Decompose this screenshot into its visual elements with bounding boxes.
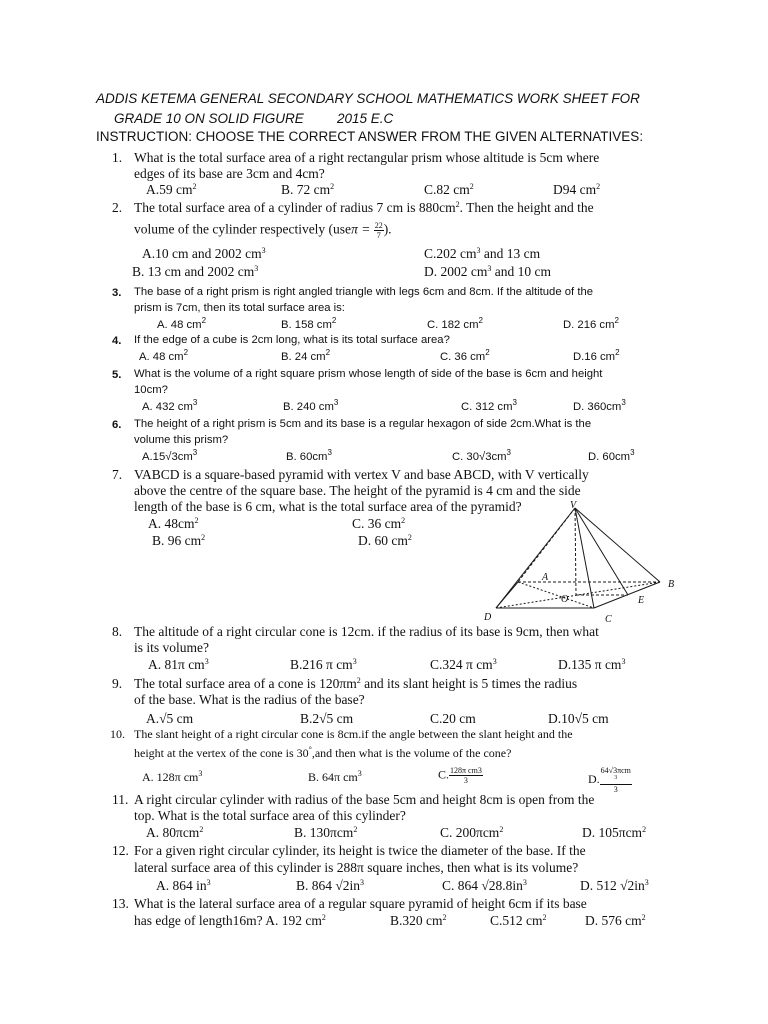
q5-option-c[interactable]: C. 312 $cm^3$ [461, 398, 517, 413]
q8-text-line1: The altitude of a right circular cone is 12cm. if the radius of its base is 9cm, then what [134, 624, 599, 639]
q7-text-line2: above the centre of the square base. The height of the pyramid is 4 cm and the side [134, 483, 581, 498]
q9-text-line1: The total surface area of a cone is $120\pi m^2$ and its slant height is 5 times the radius [134, 676, 578, 691]
edge-vd [496, 508, 575, 608]
q10-text-line1: The slant height of a right circular cone is 8cm.if the angle between the slant height and the [134, 727, 573, 741]
q3-option-c[interactable]: C. 182 $cm^2$ [427, 316, 483, 331]
label-c: C [605, 614, 612, 625]
label-v: V [570, 500, 577, 511]
q13-text-line2-option-a[interactable]: has edge of length16m? A. 192 $cm^2$ [134, 913, 326, 928]
q3-option-a[interactable]: A. 48 $cm^2$ [157, 316, 207, 331]
q6-text-line1: The height of a right prism is 5cm and its base is a regular hexagon of side 2cm.What is the [134, 418, 592, 430]
q11-option-d[interactable]: D. 105πcm$^2$ [582, 825, 647, 840]
q10-text-line2: height at the vertex of the cone is 30°,and then what is the volume of the cone? [134, 745, 512, 760]
q2-text-line2: volume of the cylinder respectively (useπ = $\frac{22}{7}$ ). [134, 221, 392, 240]
q4-option-d[interactable]: D.16 $cm^2$ [573, 348, 620, 363]
q12-option-a[interactable]: A. 864 $in^3$ [156, 878, 211, 893]
q11-text-line2: top. What is the total surface area of this cylinder? [134, 808, 406, 823]
q6-option-b[interactable]: B. $60cm^3$ [286, 448, 332, 463]
q9-option-a[interactable]: A.√5 cm [146, 711, 194, 726]
q9-text-line2: of the base. What is the radius of the base? [134, 692, 365, 707]
q7-option-c[interactable]: C. 36 $cm^2$ [352, 516, 406, 531]
q1-number: 1. [112, 150, 123, 165]
q12-text-line1: For a given right circular cylinder, its height is twice the diameter of the base. If the [134, 843, 586, 858]
q2-option-d[interactable]: D. 2002 $cm^3$ and 10 cm [424, 264, 551, 279]
label-o: O [561, 594, 569, 605]
q11-option-a[interactable]: A. 80πcm$^2$ [146, 825, 204, 840]
label-e: E [638, 595, 645, 606]
q3-text-line2: prism is 7cm, then its total surface area is: [134, 302, 345, 314]
q4-option-b[interactable]: B. 24 $cm^2$ [281, 348, 331, 363]
q12-option-b[interactable]: B. 864 $√2in^3$ [296, 878, 365, 893]
q11-text-line1: A right circular cylinder with radius of the base 5cm and height 8cm is open from the [134, 792, 595, 807]
q2-option-a[interactable]: A.10 cm and 2002 $cm^3$ [142, 246, 266, 261]
q5-option-d[interactable]: D. $360cm^3$ [573, 398, 626, 413]
q11-option-c[interactable]: C. 200πcm$^2$ [440, 825, 504, 840]
q3-option-d[interactable]: D. 216 $cm^2$ [563, 316, 619, 331]
q2-number: 2. [112, 200, 123, 215]
q12-number: 12. [112, 843, 129, 858]
q7-option-d[interactable]: D. 60 $cm^2$ [358, 533, 412, 548]
q13-number: 13. [112, 896, 129, 911]
q13-option-d[interactable]: D. 576 $cm^2$ [585, 913, 646, 928]
q1-text-line1: What is the total surface area of a right rectangular prism whose altitude is 5cm where [134, 150, 600, 165]
q12-text-line2: lateral surface area of this cylinder is 288π square inches, then what is its volume? [134, 860, 579, 875]
label-d: D [484, 612, 492, 623]
q6-text-line2: volume this prism? [134, 434, 229, 446]
q10-option-d[interactable]: D. 64√3πcm $^3$ 3 [588, 766, 631, 794]
q3-text-line1: The base of a right prism is right angled triangle with legs 6cm and 8cm. If the altitude of the [134, 286, 594, 298]
q2-option-c[interactable]: C.202 $cm^3$ and 13 cm [424, 246, 541, 261]
q1-option-d[interactable]: D94 $cm^2$ [553, 182, 601, 197]
q6-option-d[interactable]: D. $60cm^3$ [588, 448, 635, 463]
q4-text-line1: If the edge of a cube is 2cm long, what is its total surface area? [134, 334, 450, 346]
q13-option-c[interactable]: C.512 $cm^2$ [490, 913, 547, 928]
q10-option-c[interactable]: C. $\frac{\text{128π cm3}}{3}$ [438, 766, 482, 785]
q8-number: 8. [112, 624, 123, 639]
q13-option-b[interactable]: B.320 $cm^2$ [390, 913, 447, 928]
q9-option-b[interactable]: B.2√5 cm [300, 711, 354, 726]
q1-option-a[interactable]: A.59 $cm^2$ [146, 182, 197, 197]
q3-number: 3. [112, 287, 122, 299]
q1-option-b[interactable]: B. 72 $cm^2$ [281, 182, 335, 197]
q4-option-c[interactable]: C. 36 $cm^2$ [440, 348, 490, 363]
q10-option-a[interactable]: A. 128π $cm^3$ [142, 769, 203, 784]
q6-option-c[interactable]: C. $30√3cm^3$ [452, 448, 511, 463]
q12-option-c[interactable]: C. 864 $√28.8in^3$ [442, 878, 527, 893]
title-year: 2015 E.C [337, 111, 394, 126]
q10-option-b[interactable]: B. 64π $cm^3$ [308, 769, 362, 784]
q10-number: 10. [110, 727, 125, 741]
q5-text-line2: 10cm? [134, 384, 168, 396]
q7-option-a[interactable]: A. $48cm^2$ [148, 516, 199, 531]
q8-option-d[interactable]: D.135 π $cm^3$ [558, 657, 626, 672]
pyramid-figure [478, 500, 684, 626]
label-a: A [542, 572, 549, 583]
q2-option-b[interactable]: B. 13 cm and 2002 $cm^3$ [132, 264, 259, 279]
title-line-2: GRADE 10 ON SOLID FIGURE [114, 111, 304, 126]
q11-option-b[interactable]: B. 130πcm$^2$ [294, 825, 358, 840]
q6-option-a[interactable]: $A.15√3cm^3$ [142, 448, 198, 463]
q7-text-line1: VABCD is a square-based pyramid with vertex V and base ABCD, with V vertically [134, 467, 589, 482]
q5-text-line1: What is the volume of a right square prism whose length of side of the base is 6cm and height [134, 368, 603, 380]
q8-option-a[interactable]: A. 81π $cm^3$ [148, 657, 209, 672]
q9-number: 9. [112, 676, 123, 691]
q8-text-line2: is its volume? [134, 640, 209, 655]
q8-option-b[interactable]: B.216 π $cm^3$ [290, 657, 357, 672]
q11-number: 11. [112, 792, 129, 807]
q9-option-c[interactable]: C.20 cm [430, 711, 476, 726]
q13-text-line1: What is the lateral surface area of a regular square pyramid of height 6cm if its base [134, 896, 587, 911]
q9-option-d[interactable]: D.10√5 cm [548, 711, 609, 726]
instruction: INSTRUCTION: CHOOSE THE CORRECT ANSWER FROM THE GIVEN ALTERNATIVES: [96, 129, 644, 144]
q5-option-b[interactable]: B. 240 $cm^3$ [283, 398, 339, 413]
label-b: B [668, 579, 675, 590]
q5-option-a[interactable]: A. 432 $cm^3$ [142, 398, 198, 413]
q1-text-line2: edges of its base are 3cm and 4cm? [134, 166, 325, 181]
q2-text-line1: The total surface area of a cylinder of radius 7 cm is $880cm^2$. Then the height and the [134, 200, 594, 215]
q1-option-c[interactable]: C.82 $cm^2$ [424, 182, 474, 197]
q5-number: 5. [112, 369, 122, 381]
q3-option-b[interactable]: B. 158 $cm^2$ [281, 316, 337, 331]
q4-option-a[interactable]: A. 48 $cm^2$ [139, 348, 189, 363]
edge-vb [575, 508, 660, 582]
q6-number: 6. [112, 419, 122, 431]
q8-option-c[interactable]: C.324 π $cm^3$ [430, 657, 497, 672]
q4-number: 4. [112, 335, 122, 347]
q7-number: 7. [112, 467, 123, 482]
q7-text-line3: length of the base is 6 cm, what is the total surface area of the pyramid? [134, 499, 522, 514]
q7-option-b[interactable]: B. 96 $cm^2$ [152, 533, 206, 548]
q12-option-d[interactable]: D. 512 $√2in^3$ [580, 878, 649, 893]
title-line-1: ADDIS KETEMA GENERAL SECONDARY SCHOOL MATHEMATICS WORK SHEET FOR [96, 91, 640, 106]
